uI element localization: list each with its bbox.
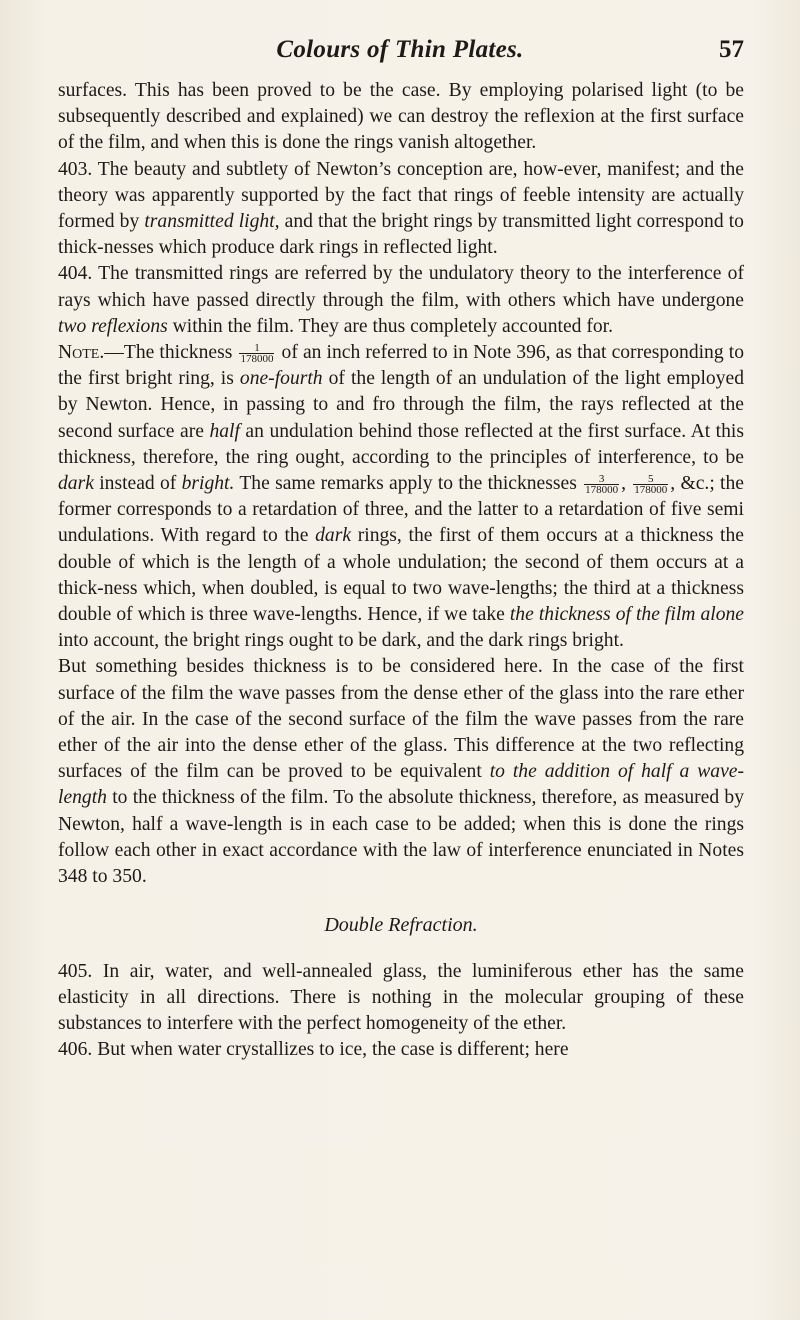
text-run: , bbox=[621, 473, 632, 495]
text-run: an undulation behind those reflected at the first surface. At this thickness, therefore, the ring ought, according to the principles of interference, to be bbox=[58, 420, 744, 468]
running-header bbox=[56, 28, 744, 68]
emphasis: bright. bbox=[181, 473, 235, 495]
text-run: The same remarks apply to the thicknesses bbox=[234, 473, 583, 495]
text-run: , &c.; the former corresponds to a retardation of three, and the latter to a retardation of five semi undulations. With regard to the bbox=[58, 473, 744, 547]
text-run: into account, the bright rings ought to be dark, and the dark rings bright. bbox=[58, 630, 624, 652]
paragraph-404 bbox=[58, 261, 744, 340]
paragraph-406: 406. But when water crystallizes to ice, the case is different; here bbox=[58, 1039, 569, 1061]
text-run: rings, the first of them occurs at a thickness the double of which is the length of a whole undulation; the second of them occurs at a thick-ness which, when doubled, is equal to two wave-lengths; the third at a thickness double of which is three wave-lengths. Hence, if we take bbox=[58, 525, 744, 626]
emphasis: two reflexions bbox=[58, 315, 168, 337]
text-run: within the film. They are thus completely accounted for. bbox=[167, 315, 614, 337]
paragraph-403 bbox=[58, 157, 744, 262]
running-title: Colours of Thin Plates. bbox=[276, 36, 524, 63]
text-run: of the length of an undulation of the light employed by Newton. Hence, in passing to and fro through the film, the rays reflected at the second surface are bbox=[58, 368, 745, 442]
fraction bbox=[584, 474, 619, 495]
paragraph-405: 405. In air, water, and well-annealed glass, the luminiferous ether has the same elasticity in all directions. There is nothing in the molecular grouping of these substances to interfere with the perfect homogeneity of the ether. bbox=[58, 960, 744, 1034]
fraction-denominator: 178000 bbox=[240, 353, 274, 366]
emphasis: to the addition of half a wave-length bbox=[58, 761, 744, 809]
body-text bbox=[58, 78, 744, 1063]
fraction-numerator: 3 bbox=[584, 474, 619, 485]
note-label: Note. bbox=[58, 342, 105, 364]
page-number: 57 bbox=[719, 36, 744, 63]
emphasis: transmitted light, bbox=[144, 211, 280, 233]
text-run: to the thickness of the film. To the absolute thickness, therefore, as measured by Newton, half a wave-length is in each case to be added; when this is done the rings follow each other in exact accordance with the law of interference enunciated in Notes 348 to 350. bbox=[58, 787, 744, 888]
text-run: But something besides thickness is to be considered here. In the case of the first surface of the film the wave passes from the dense ether of the glass into the rare ether of the air. In the case of the second surface of the film the wave passes from the rare ether of the air into the dense ether of the glass. This difference at the two reflecting surfaces of the film can be proved to be equivalent bbox=[58, 656, 744, 783]
paragraph-note bbox=[58, 340, 744, 654]
text-run: of an inch referred to in Note 396, as that corresponding to the first bright ring, is bbox=[58, 342, 744, 390]
text-run: 404. The transmitted rings are referred by the undulatory theory to the interference of rays which have passed directly through the film, with others which have undergone bbox=[58, 263, 744, 311]
emphasis: dark bbox=[315, 525, 352, 547]
fraction bbox=[633, 474, 668, 495]
paragraph-continuation: surfaces. This has been proved to be the case. By employing polarised light (to be subsequently described and explained) we can destroy the reflexion at the first surface of the film, and when this is done the rings vanish altogether. bbox=[58, 80, 744, 154]
emphasis: the thickness of the film alone bbox=[509, 604, 744, 626]
emphasis: one-fourth bbox=[239, 368, 323, 390]
section-heading: Double Refraction. bbox=[324, 914, 478, 937]
text-run: and that the bright rings by transmitted light correspond to thick-nesses which produce dark rings in reflected light. bbox=[58, 211, 744, 259]
fraction bbox=[239, 343, 274, 364]
paragraph-but bbox=[58, 654, 744, 890]
text-run: 403. The beauty and subtlety of Newton’s conception are, how-ever, manifest; and the theory was apparently supported by the fact that rings of feeble intensity are actually formed by bbox=[58, 158, 744, 233]
fraction-numerator: 1 bbox=[239, 343, 274, 354]
fraction-denominator: 178000 bbox=[634, 484, 668, 497]
emphasis: half bbox=[209, 420, 240, 442]
emphasis: dark bbox=[58, 473, 94, 495]
fraction-numerator: 5 bbox=[633, 474, 668, 485]
fraction-denominator: 178000 bbox=[585, 484, 619, 497]
text-run: —The thickness bbox=[104, 342, 238, 364]
text-run: instead of bbox=[93, 473, 182, 495]
